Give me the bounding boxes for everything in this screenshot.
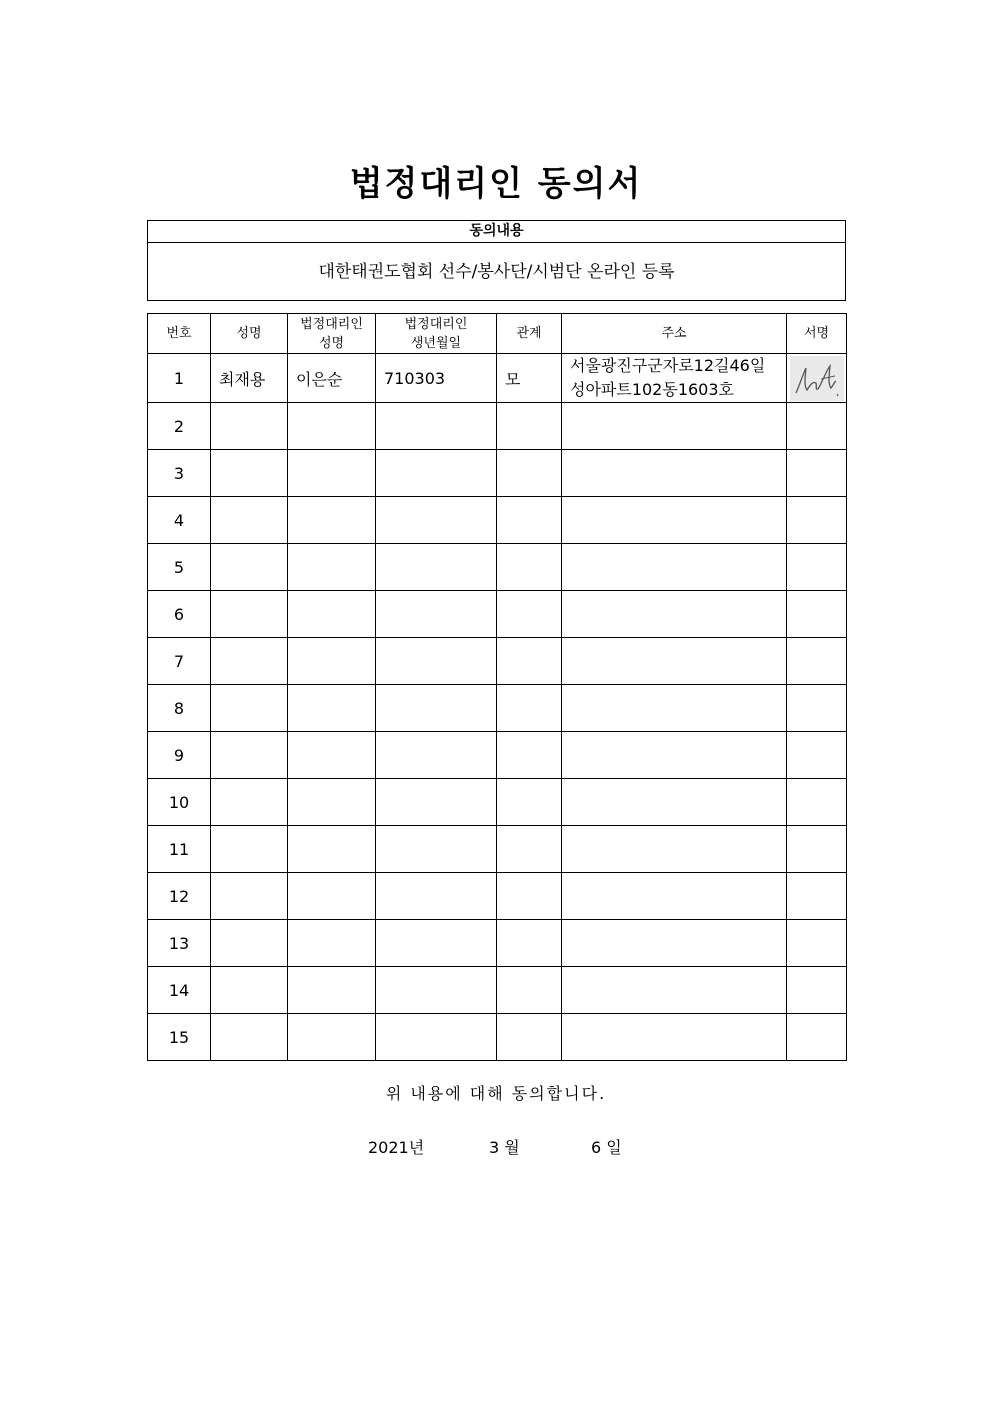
table-row bbox=[148, 497, 847, 544]
row-guardian-name bbox=[288, 873, 376, 920]
row-number: 3 bbox=[148, 450, 211, 497]
row-signature bbox=[787, 685, 847, 732]
header-guardian-name: 법정대리인 성명 bbox=[288, 314, 376, 354]
row-guardian-birth bbox=[376, 1014, 497, 1061]
row-address bbox=[562, 354, 787, 403]
row-address-line1: 서울광진구군자로12길46일 bbox=[570, 356, 766, 375]
row-guardian-birth bbox=[376, 967, 497, 1014]
row-guardian-name bbox=[288, 779, 376, 826]
row-guardian-name bbox=[288, 403, 376, 450]
row-relation bbox=[497, 779, 562, 826]
row-guardian-name: 이은순 bbox=[288, 354, 376, 403]
row-address-line2: 성아파트102동1603호 bbox=[570, 380, 734, 399]
row-name bbox=[211, 497, 288, 544]
document-title: 법정대리인 동의서 bbox=[349, 164, 643, 204]
table-row bbox=[148, 826, 847, 873]
row-address bbox=[562, 873, 787, 920]
row-signature bbox=[787, 354, 847, 403]
table-row bbox=[148, 779, 847, 826]
row-guardian-birth bbox=[376, 732, 497, 779]
row-signature bbox=[787, 732, 847, 779]
row-name bbox=[211, 779, 288, 826]
row-guardian-name bbox=[288, 497, 376, 544]
row-number: 10 bbox=[148, 779, 211, 826]
table-header-row bbox=[148, 314, 847, 354]
row-number: 7 bbox=[148, 638, 211, 685]
row-guardian-birth bbox=[376, 685, 497, 732]
row-number: 4 bbox=[148, 497, 211, 544]
row-address bbox=[562, 403, 787, 450]
row-name bbox=[211, 685, 288, 732]
header-relation: 관계 bbox=[497, 314, 562, 354]
row-name bbox=[211, 544, 288, 591]
row-signature bbox=[787, 779, 847, 826]
row-signature bbox=[787, 873, 847, 920]
row-address bbox=[562, 1014, 787, 1061]
agreement-statement: 위 내용에 대해 동의합니다. bbox=[385, 1084, 607, 1103]
table-row bbox=[148, 638, 847, 685]
row-name bbox=[211, 591, 288, 638]
row-address bbox=[562, 685, 787, 732]
table-row bbox=[148, 1014, 847, 1061]
row-address bbox=[562, 591, 787, 638]
row-relation: 모 bbox=[497, 354, 562, 403]
header-number: 번호 bbox=[148, 314, 211, 354]
row-relation bbox=[497, 826, 562, 873]
row-relation bbox=[497, 920, 562, 967]
row-address bbox=[562, 967, 787, 1014]
row-relation bbox=[497, 732, 562, 779]
row-guardian-birth bbox=[376, 544, 497, 591]
date-month: 3 월 bbox=[489, 1138, 520, 1157]
row-number: 8 bbox=[148, 685, 211, 732]
date-day: 6 일 bbox=[591, 1138, 622, 1157]
row-signature bbox=[787, 638, 847, 685]
row-relation bbox=[497, 638, 562, 685]
row-guardian-birth bbox=[376, 591, 497, 638]
row-number: 9 bbox=[148, 732, 211, 779]
row-guardian-birth bbox=[376, 920, 497, 967]
table-row bbox=[148, 873, 847, 920]
row-number: 1 bbox=[148, 354, 211, 403]
row-name bbox=[211, 920, 288, 967]
table-row bbox=[148, 967, 847, 1014]
row-number: 2 bbox=[148, 403, 211, 450]
row-name bbox=[211, 1014, 288, 1061]
row-signature bbox=[787, 450, 847, 497]
row-relation bbox=[497, 497, 562, 544]
row-relation bbox=[497, 873, 562, 920]
row-relation bbox=[497, 544, 562, 591]
row-name bbox=[211, 826, 288, 873]
row-guardian-birth bbox=[376, 779, 497, 826]
row-name bbox=[211, 403, 288, 450]
row-relation bbox=[497, 685, 562, 732]
table-row bbox=[148, 450, 847, 497]
header-guardian-birth: 법정대리인 생년월일 bbox=[376, 314, 497, 354]
row-number: 5 bbox=[148, 544, 211, 591]
row-guardian-name bbox=[288, 920, 376, 967]
row-guardian-birth bbox=[376, 826, 497, 873]
row-number: 12 bbox=[148, 873, 211, 920]
row-guardian-birth bbox=[376, 638, 497, 685]
row-name bbox=[211, 638, 288, 685]
row-signature bbox=[787, 544, 847, 591]
row-name bbox=[211, 450, 288, 497]
row-guardian-birth bbox=[376, 450, 497, 497]
row-guardian-name bbox=[288, 591, 376, 638]
guardian-table bbox=[147, 313, 847, 1061]
signature-image bbox=[790, 356, 844, 401]
date-year: 2021년 bbox=[368, 1138, 425, 1157]
header-address: 주소 bbox=[562, 314, 787, 354]
row-guardian-name bbox=[288, 544, 376, 591]
row-number: 13 bbox=[148, 920, 211, 967]
row-relation bbox=[497, 403, 562, 450]
table-row bbox=[148, 403, 847, 450]
table-row bbox=[148, 920, 847, 967]
row-address bbox=[562, 920, 787, 967]
row-address bbox=[562, 826, 787, 873]
row-address bbox=[562, 497, 787, 544]
row-number: 11 bbox=[148, 826, 211, 873]
row-number: 6 bbox=[148, 591, 211, 638]
row-guardian-birth: 710303 bbox=[376, 354, 497, 403]
row-relation bbox=[497, 591, 562, 638]
row-number: 15 bbox=[148, 1014, 211, 1061]
row-address bbox=[562, 450, 787, 497]
row-guardian-birth bbox=[376, 497, 497, 544]
header-name: 성명 bbox=[211, 314, 288, 354]
row-guardian-name bbox=[288, 685, 376, 732]
row-address bbox=[562, 779, 787, 826]
row-guardian-birth bbox=[376, 403, 497, 450]
row-relation bbox=[497, 967, 562, 1014]
table-row bbox=[148, 732, 847, 779]
row-signature bbox=[787, 826, 847, 873]
row-relation bbox=[497, 450, 562, 497]
row-guardian-name bbox=[288, 826, 376, 873]
row-signature bbox=[787, 403, 847, 450]
row-signature bbox=[787, 497, 847, 544]
table-row bbox=[148, 354, 847, 403]
row-address bbox=[562, 544, 787, 591]
header-signature: 서명 bbox=[787, 314, 847, 354]
table-row bbox=[148, 544, 847, 591]
row-guardian-name bbox=[288, 450, 376, 497]
row-name bbox=[211, 732, 288, 779]
row-guardian-name bbox=[288, 1014, 376, 1061]
table-row bbox=[148, 591, 847, 638]
row-signature bbox=[787, 1014, 847, 1061]
row-name bbox=[211, 967, 288, 1014]
row-address bbox=[562, 638, 787, 685]
row-signature bbox=[787, 967, 847, 1014]
row-guardian-name bbox=[288, 732, 376, 779]
row-relation bbox=[497, 1014, 562, 1061]
consent-content: 대한태권도협회 선수/봉사단/시범단 온라인 등록 bbox=[318, 262, 675, 282]
row-guardian-name bbox=[288, 967, 376, 1014]
row-number: 14 bbox=[148, 967, 211, 1014]
row-name bbox=[211, 873, 288, 920]
row-signature bbox=[787, 591, 847, 638]
table-row bbox=[148, 685, 847, 732]
consent-box bbox=[147, 220, 846, 301]
row-guardian-name bbox=[288, 638, 376, 685]
row-address bbox=[562, 732, 787, 779]
row-guardian-birth bbox=[376, 873, 497, 920]
row-name: 최재용 bbox=[211, 354, 288, 403]
consent-header: 동의내용 bbox=[148, 221, 845, 243]
row-signature bbox=[787, 920, 847, 967]
